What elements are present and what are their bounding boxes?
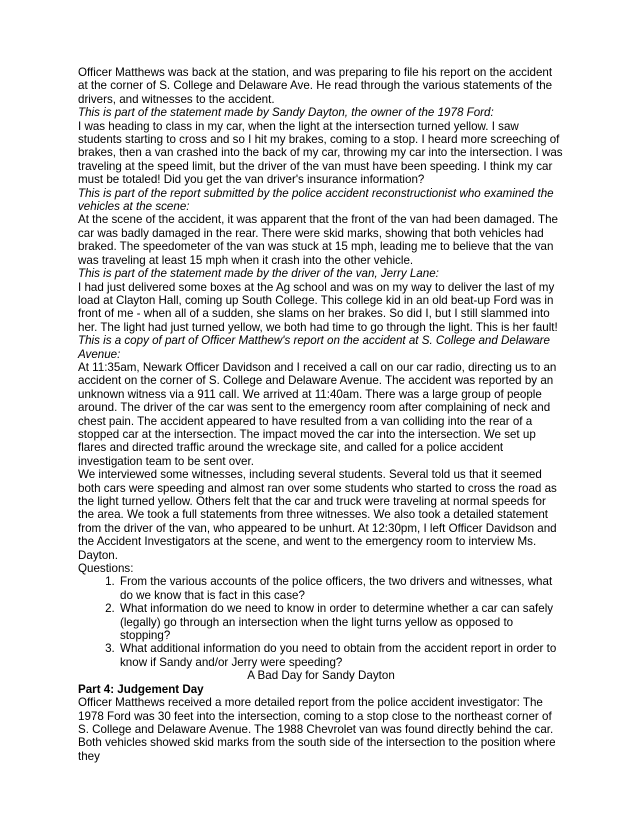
part4-heading: Part 4: Judgement Day bbox=[78, 682, 204, 696]
lane-statement: I had just delivered some boxes at the Ag school and was on my way to deliver the last of my load at Clayton Hall, coming up South College. This college kid in an old beat-up Ford was in front of me - when all of a sudden, she slams on her brakes. So did I, but I still slammed into her. The light had just turned yellow, we both had time to go through the light. This is her fault! bbox=[78, 280, 558, 334]
matthews-report-paragraph-1: At 11:35am, Newark Officer Davidson and I received a call on our car radio, directing us to an accident on the corner of S. College and Delaware Avenue. The accident was reported by an unknown witness via a 911 call. We arrived at 11:40am. There was a large group of people around. The driver of the car was sent to the emergency room after complaining of neck and chest pain. The accident appeared to have resulted from a van colliding into the rear of a stopped car at the intersection. The impact moved the car into the intersection. We set up flares and directed traffic around the wreckage site, and called for a police accident investigation team to be sent over. bbox=[78, 360, 557, 468]
question-item: 2. What information do we need to know in order to determine whether a car can safely (legally) go through an intersection when the light turns yellow as opposed to stopping? bbox=[118, 602, 564, 642]
intro-paragraph: Officer Matthews was back at the station, and was preparing to file his report on the accident at the corner of S. College and Delaware Ave. He read through the various statements of the drivers, and witnesses to the accident. bbox=[78, 66, 553, 106]
questions-list bbox=[78, 575, 564, 669]
reconstructionist-report: At the scene of the accident, it was apparent that the front of the van had been damaged. The car was badly damaged in the rear. There were skid marks, showing that both vehicles had braked. The speedometer of the van was stuck at 15 mph, leading me to believe that the van was traveling at least 15 mph when it crash into the other vehicle. bbox=[78, 213, 558, 267]
lane-statement-heading: This is part of the statement made by the driver of the van, Jerry Lane: bbox=[78, 267, 439, 281]
running-title: A Bad Day for Sandy Dayton bbox=[247, 669, 395, 683]
question-item: 1. From the various accounts of the police officers, the two drivers and witnesses, what do we know that is fact in this case? bbox=[118, 575, 564, 602]
dayton-statement-heading: This is part of the statement made by Sandy Dayton, the owner of the 1978 Ford: bbox=[78, 106, 494, 120]
question-item: 3. What additional information do you need to obtain from the accident report in order to know if Sandy and/or Jerry were speeding? bbox=[118, 642, 564, 669]
questions-label: Questions: bbox=[78, 562, 134, 576]
matthews-report-heading: This is a copy of part of Officer Matthew's report on the accident at S. College and Delaware Avenue: bbox=[78, 334, 550, 361]
document-page bbox=[78, 66, 564, 763]
matthews-report-paragraph-2: We interviewed some witnesses, including several students. Several told us that it seemed both cars were speeding and almost ran over some students who started to cross the road as the light turned yellow. Others felt that the car and truck were traveling at normal speeds for the area. We took a full statements from three witnesses. We also took a detailed statement from the driver of the van, who appeared to be unhurt. At 12:30pm, I left Officer Davidson and the Accident Investigators at the scene, and went to the emergency room to interview Ms. Dayton. bbox=[78, 468, 557, 562]
part4-paragraph: Officer Matthews received a more detailed report from the police accident investigator: The 1978 Ford was 30 feet into the intersection, coming to a stop close to the northeast corner of S. College and Delaware Avenue. The 1988 Chevrolet van was found directly behind the car. Both vehicles showed skid marks from the south side of the intersection to the position where they bbox=[78, 696, 556, 763]
reconstructionist-heading: This is part of the report submitted by the police accident reconstructionist who examined the vehicles at the scene: bbox=[78, 186, 554, 214]
dayton-statement: I was heading to class in my car, when the light at the intersection turned yellow. I saw students starting to cross and so I hit my brakes, coming to a stop. I heard more screeching of brakes, then a van crashed into the back of my car, throwing my car into the intersection. I was traveling at the speed limit, but the driver of the van must have been speeding. I think my car must be totaled! Did you get the van driver's insurance information? bbox=[78, 119, 563, 187]
